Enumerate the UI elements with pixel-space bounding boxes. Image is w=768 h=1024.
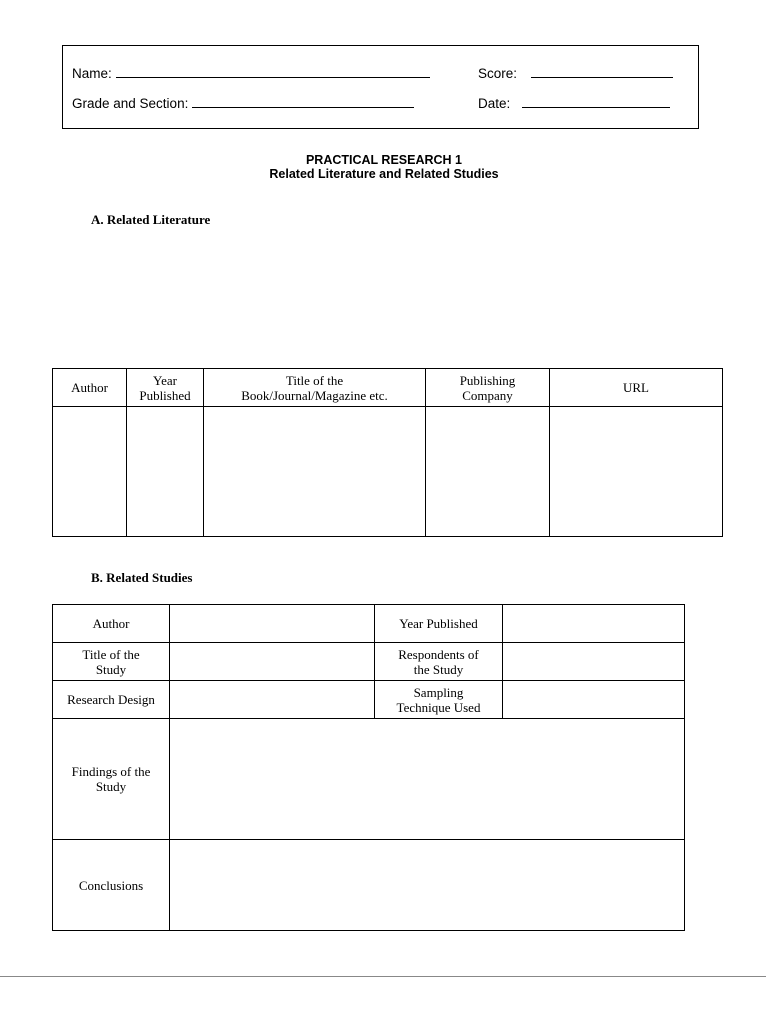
name-label: Name: — [72, 66, 112, 81]
author-value-cell[interactable] — [170, 605, 375, 643]
table-row — [53, 840, 685, 931]
table-row — [53, 605, 685, 643]
respondents-label-cell — [375, 643, 503, 681]
conclusions-label: Conclusions — [78, 877, 144, 893]
table-row — [53, 643, 685, 681]
study-title-label: Title of the Study — [82, 646, 140, 677]
sampling-value-cell[interactable] — [503, 681, 685, 719]
col-url — [550, 369, 723, 407]
table-header-row — [53, 369, 723, 407]
cell-publisher[interactable] — [426, 407, 550, 537]
year-label-cell — [375, 605, 503, 643]
col-year — [127, 369, 204, 407]
col-title-label: Title of the Book/Journal/Magazine etc. — [241, 372, 388, 403]
score-blank[interactable] — [531, 65, 673, 78]
cell-author[interactable] — [53, 407, 127, 537]
col-author-label: Author — [71, 380, 108, 395]
page-title: PRACTICAL RESEARCH 1 — [305, 153, 463, 167]
grade-blank[interactable] — [192, 95, 414, 108]
col-title — [204, 369, 426, 407]
respondents-value-cell[interactable] — [503, 643, 685, 681]
sampling-label: Sampling Technique Used — [396, 684, 481, 715]
conclusions-value-cell[interactable] — [170, 840, 685, 931]
date-label: Date: — [478, 96, 511, 111]
findings-label: Findings of the Study — [71, 764, 151, 794]
cell-year[interactable] — [127, 407, 204, 537]
sampling-label-cell — [375, 681, 503, 719]
design-label: Research Design — [67, 692, 155, 707]
findings-label-cell — [53, 719, 170, 840]
conclusions-label-cell — [53, 840, 170, 931]
author-label-cell — [53, 605, 170, 643]
findings-value-cell[interactable] — [170, 719, 685, 840]
page-subtitle: Related Literature and Related Studies — [269, 167, 499, 181]
design-value-cell[interactable] — [170, 681, 375, 719]
author-label: Author — [92, 616, 130, 631]
grade-line — [72, 95, 414, 111]
design-label-cell — [53, 681, 170, 719]
table-row — [53, 681, 685, 719]
cell-title[interactable] — [204, 407, 426, 537]
col-author — [53, 369, 127, 407]
date-line — [478, 95, 670, 111]
col-year-label: Year Published — [139, 372, 191, 403]
cell-url[interactable] — [550, 407, 723, 537]
related-literature-table — [52, 368, 723, 537]
student-info-box — [62, 45, 699, 129]
col-url-label: URL — [623, 380, 649, 395]
col-publisher — [426, 369, 550, 407]
related-studies-table — [52, 604, 685, 931]
study-title-label-cell — [53, 643, 170, 681]
name-blank[interactable] — [116, 65, 430, 78]
respondents-label: Respondents of the Study — [398, 646, 479, 677]
name-line — [72, 65, 430, 81]
section-b-heading: B. Related Studies — [91, 570, 193, 585]
score-label: Score: — [478, 66, 518, 81]
year-label: Year Published — [399, 616, 478, 631]
section-a-heading: A. Related Literature — [91, 212, 211, 227]
score-line — [478, 65, 673, 81]
year-value-cell[interactable] — [503, 605, 685, 643]
col-publisher-label: Publishing Company — [459, 372, 516, 403]
page-bottom-divider — [0, 976, 766, 977]
study-title-value-cell[interactable] — [170, 643, 375, 681]
table-row — [53, 719, 685, 840]
grade-label: Grade and Section: — [72, 96, 189, 111]
date-blank[interactable] — [522, 95, 670, 108]
table-row — [53, 407, 723, 537]
